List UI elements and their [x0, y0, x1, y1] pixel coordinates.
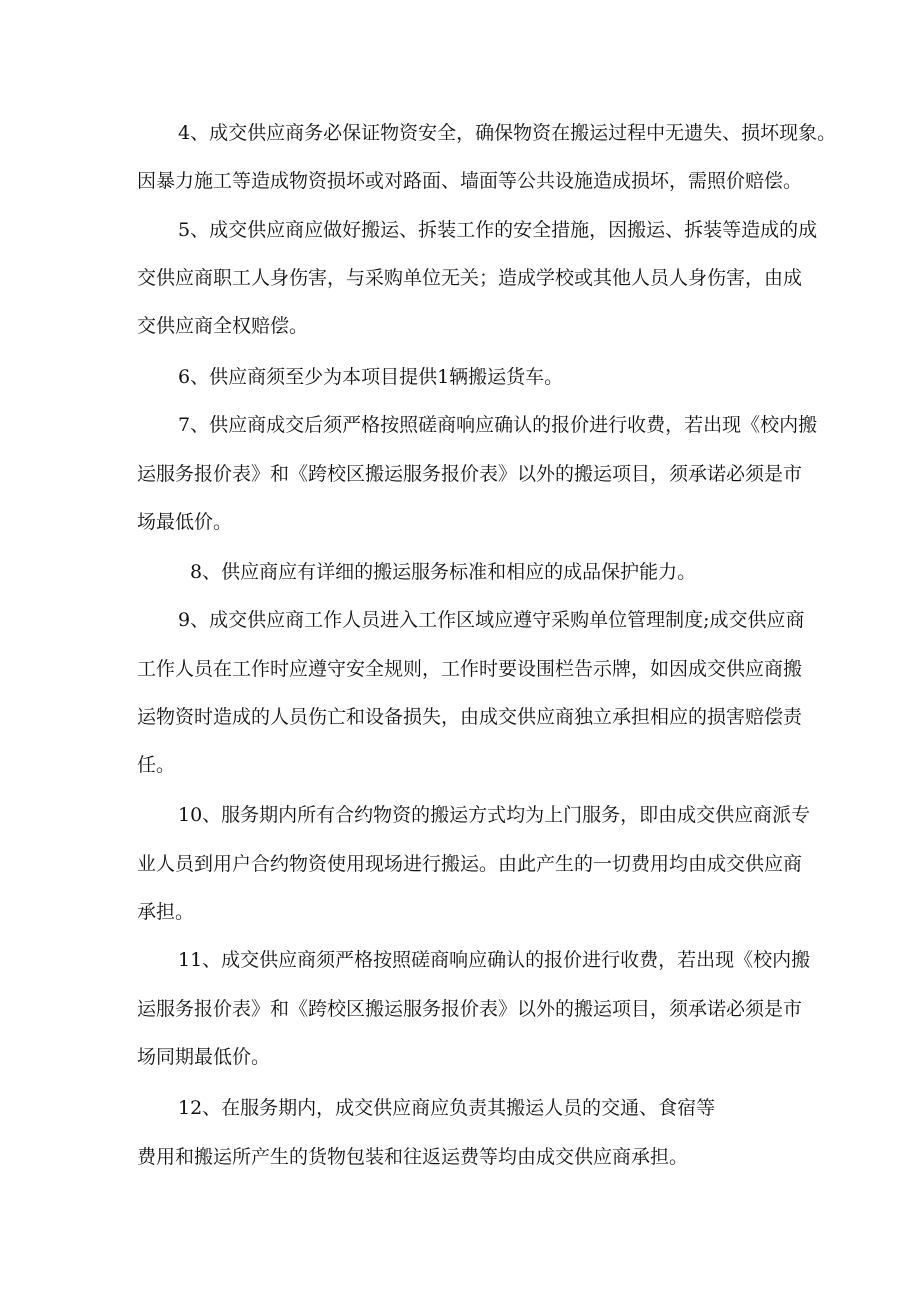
paragraph-7-line-1: 7、供应商成交后须严格按照磋商响应确认的报价进行收费，若出现《校内搬 [178, 414, 818, 436]
paragraph-5-line-2: 交供应商职工人身伤害，与采购单位无关；造成学校或其他人员人身伤害，由成 [137, 267, 803, 289]
paragraph-7-line-3: 场最低价。 [137, 511, 233, 533]
paragraph-9-line-2: 工作人员在工作时应遵守安全规则，工作时要设围栏告示牌，如因成交供应商搬 [137, 658, 803, 680]
paragraph-12-line-1: 12、在服务期内，成交供应商应负责其搬运人员的交通、食宿等 [178, 1097, 716, 1119]
paragraph-5-line-3: 交供应商全权赔偿。 [137, 315, 309, 337]
paragraph-10-line-2: 业人员到用户合约物资使用现场进行搬运。由此产生的一切费用均由成交供应商 [137, 853, 803, 875]
paragraph-8-line-1: 8、供应商应有详细的搬运服务标准和相应的成品保护能力。 [190, 561, 697, 583]
paragraph-12-line-2: 费用和搬运所产生的货物包装和往返运费等均由成交供应商承担。 [137, 1146, 689, 1168]
paragraph-10-line-1: 10、服务期内所有合约物资的搬运方式均为上门服务，即由成交供应商派专 [178, 804, 811, 826]
paragraph-4-line-1: 4、成交供应商务必保证物资安全，确保物资在搬运过程中无遗失、损坏现象。 [178, 122, 837, 144]
paragraph-7-line-2: 运服务报价表》和《跨校区搬运服务报价表》以外的搬运项目，须承诺必须是市 [137, 463, 803, 485]
paragraph-4-line-2: 因暴力施工等造成物资损坏或对路面、墙面等公共设施造成损坏，需照价赔偿。 [137, 170, 803, 192]
paragraph-10-line-3: 承担。 [137, 901, 195, 923]
paragraph-11-line-3: 场同期最低价。 [137, 1046, 271, 1068]
paragraph-11-line-2: 运服务报价表》和《跨校区搬运服务报价表》以外的搬运项目，须承诺必须是市 [137, 998, 803, 1020]
paragraph-6-line-1: 6、供应商须至少为本项目提供1辆搬运货车。 [178, 366, 564, 388]
paragraph-9-line-1: 9、成交供应商工作人员进入工作区域应遵守采购单位管理制度;成交供应商 [178, 609, 805, 631]
paragraph-5-line-1: 5、成交供应商应做好搬运、拆装工作的安全措施，因搬运、拆装等造成的成 [178, 219, 818, 241]
paragraph-11-line-1: 11、成交供应商须严格按照磋商响应确认的报价进行收费，若出现《校内搬 [178, 949, 811, 971]
paragraph-9-line-4: 任。 [137, 754, 176, 776]
paragraph-9-line-3: 运物资时造成的人员伤亡和设备损失，由成交供应商独立承担相应的损害赔偿责 [137, 706, 803, 728]
